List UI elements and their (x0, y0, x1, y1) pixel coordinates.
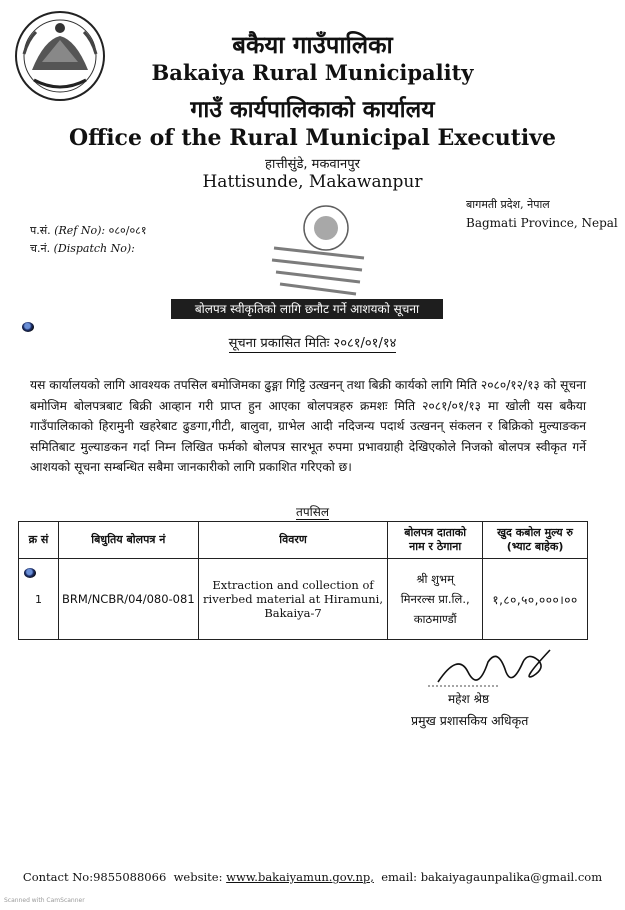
tapasil-text: तपसिल (295, 505, 329, 519)
office-name-en: Office of the Rural Municipal Executive (68, 125, 557, 151)
address-en: Hattisunde, Makawanpur (202, 172, 423, 192)
cell-amount: १,८०,५०,०००।०० (483, 559, 588, 640)
bidder-header-line1: बोलपत्र दाताको (404, 526, 467, 539)
published-date-text: सूचना प्रकासित मितिः २०८१/०१/१४ (228, 336, 397, 351)
amount-header-line2: (भ्याट बाहेक) (506, 540, 564, 553)
col-bidder-header (388, 522, 483, 559)
ref-label-en: (Ref No): (54, 224, 106, 237)
signatory-name: महेश श्रेष्ठ (448, 692, 490, 706)
reference-block (30, 222, 147, 258)
ref-label-np: प.सं. (30, 224, 51, 237)
dispatch-label-np: च.नं. (30, 242, 51, 255)
punch-hole-mark (22, 322, 34, 332)
cell-bidder (388, 559, 483, 640)
col-amount-header (483, 522, 588, 559)
dispatch-label-en: (Dispatch No): (53, 242, 135, 255)
col-desc-header: विवरण (198, 522, 388, 559)
footer-contact (0, 870, 625, 884)
bidder-header-line2: नाम र ठेगाना (409, 540, 462, 553)
firm-line2: मिनरल्स प्रा.लि., (400, 592, 470, 606)
desc-line2: riverbed material at Hiramuni, (203, 592, 384, 606)
desc-line3: Bakaiya-7 (264, 606, 322, 620)
province-en: Bagmati Province, Nepal (466, 216, 618, 230)
tapasil-heading (0, 503, 625, 520)
firm-line1: श्री शुभम् (416, 572, 454, 586)
footer-email-label: email: (381, 870, 418, 884)
notice-title: बोलपत्र स्वीकृतिको लागि छनौट गर्ने आशयको सूचना (171, 299, 443, 319)
firm-line3: काठमाण्डौं (413, 612, 457, 626)
footer-website-label: website: (173, 870, 223, 884)
cell-bid-no: BRM/NCBR/04/080-081 (58, 559, 198, 640)
municipality-name-en: Bakaiya Rural Municipality (151, 60, 474, 85)
office-name-np: गाउँ कार्यपालिकाको कार्यालय (190, 97, 435, 123)
table-header-row (19, 522, 588, 559)
scanner-watermark: Scanned with CamScanner (4, 897, 85, 904)
amount-header-line1: खुद कबोल मुल्य रु (497, 526, 573, 539)
cell-sn: 1 (19, 559, 59, 640)
province-np: बागमती प्रदेश, नेपाल (466, 198, 550, 211)
published-date (0, 333, 625, 351)
province-block (466, 196, 618, 232)
signature-image (428, 642, 558, 692)
notice-body: यस कार्यालयको लागि आवश्यक तपसिल बमोजिमका ढुङ्गा गिट्टि उत्खनन् तथा बिक्री कार्यको लागि मिति २०८०/१२/१३ को सूचना बमोजिम बोलपत्रबाट बिक्री आव्हान गरी प्राप्त हुन आएका बोलपत्रहरु क्रमशः मिति २०८१/०१/१३ मा खोली यस बकैया गाउँपालिकाको हिरामुनी खहरेबाट ढुङगा,गीटी, बालुवा, ग्राभेल आदी नदिजन्य पदार्थ उत्खनन् संकलन र बिक्रिको मुल्याङकन समितिबाट मुल्याङकन गर्दा निम्न लिखित फर्मको बोलपत्र सारभूत रुपमा प्रभावग्राही देखिएकोले निजको बोलपत्र स्वीकृत गर्ने आशयको सूचना सम्बन्धित सबैमा जानकारीको लागि प्रकाशित गरिएको छ। (30, 378, 586, 474)
footer-email[interactable]: bakaiyagaunpalika@gmail.com (420, 870, 603, 884)
signatory-title: प्रमुख प्रशासकिय अधिकृत (411, 713, 529, 728)
address-np: हात्तीसुंडे, मकवानपुर (265, 157, 360, 172)
punch-hole-mark (24, 568, 36, 578)
municipality-name-np: बकैया गाउँपालिका (232, 31, 393, 59)
cell-description (198, 559, 388, 640)
bid-table (18, 521, 588, 640)
office-stamp (268, 198, 368, 298)
desc-line1: Extraction and collection of (212, 578, 374, 592)
footer-phone: Contact No:9855088066 (22, 870, 167, 884)
ref-value: ०८०/०८१ (108, 224, 147, 237)
col-bid-header: बिधुतिय बोलपत्र नं (58, 522, 198, 559)
col-sn-header: क्र सं (19, 522, 59, 559)
dispatch-no-line (30, 240, 147, 258)
footer-website-link[interactable]: www.bakaiyamun.gov.np, (226, 870, 374, 884)
table-row (19, 559, 588, 640)
ref-no-line (30, 222, 147, 240)
